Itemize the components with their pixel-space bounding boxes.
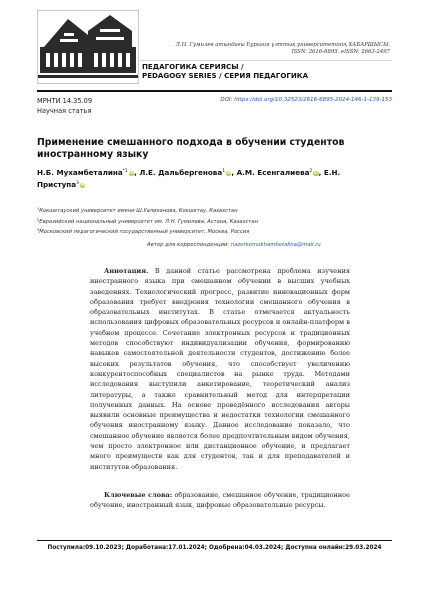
affiliation-item (37, 205, 392, 216)
abstract (90, 266, 350, 472)
affiliation-text: Евразийский национальный университет им. Л.Н. Гумилева, Астана, Казахстан (39, 218, 258, 225)
author-list (37, 166, 377, 190)
orcid-icon[interactable]: iD (313, 171, 319, 175)
header-divider (37, 90, 392, 92)
author-affiliation-mark: 3 (76, 181, 79, 186)
article-meta (37, 97, 92, 116)
series-line-1: ПЕДАГОГИКА СЕРИЯСЫ / (142, 62, 244, 71)
received-date: 09.10.2023 (85, 545, 122, 551)
series-line-2: PEDAGOGY SERIES / СЕРИЯ ПЕДАГОГИКА (142, 71, 309, 81)
author-separator: , (231, 168, 237, 177)
keywords-label: Ключевые слова: (104, 491, 173, 499)
available-label: Доступна онлайн: (285, 545, 346, 551)
article-dates: Поступила:09.10.2023; Доработана:17.01.2024; Одобрена:04.03.2024; Доступна онлайн:29.03.2024 (47, 545, 382, 551)
received-label: Поступила: (47, 545, 86, 551)
affiliation-item (37, 216, 392, 227)
journal-info (172, 42, 390, 57)
university-logo (37, 10, 139, 84)
orcid-icon[interactable]: iD (226, 171, 231, 175)
footer-divider (37, 540, 392, 541)
corresponding-author (147, 242, 321, 248)
author-separator: , (134, 168, 140, 177)
series-title (142, 62, 308, 81)
abstract-text: В данной статье рассмотрена проблема изучения иностранного языка при смешанном обучении в высших учебных заведениях. Технологический прогресс, развитие инновационных форм образования требует внедрения технологии смешанного обучения в образовательных институтах. В статье отмечается актуальность использования цифровых образовательных ресурсов и онлайн-платформ в учебном процессе. Сочетание электронных ресурсов и традиционных методов способствуют индивидуализации обучения, формированию навыков самостоятельной деятельности студентов, достижению более высоких результатов обучения, что способствует увеличению конкурентоспособных специалистов на рынке труда. Методами исследования выступили анкетирование, теоретический анализ литературы, а также сравнительный метод для интерпретации полученных данных. На основе проведённого исследования авторы выявили основные преимущества и недостатки технологии смешанного обучения иностранному языку. Данное исследование показало, что смешанное обучение является более предпочтительным видом обучения, чем просто электронное или дистанционное обучение, и предлагает много преимуществ как для студентов, так и для преподавателей и институтов образования. (90, 267, 350, 471)
affiliation-text: Кокшетауский университет имени Ш.Уалиханова, Кокшетау, Казахстан (39, 208, 238, 214)
corresponding-email[interactable]: nazerkemukhambetalina@mail.ru (230, 242, 321, 248)
orcid-icon[interactable]: iD (80, 183, 85, 187)
keywords (90, 490, 350, 511)
doi-label: DOI: (220, 97, 233, 103)
article-title: Применение смешанного подхода в обучении студентов иностранному языку (37, 137, 345, 161)
approved-label: Одобрена: (208, 545, 245, 551)
university-name: Л.Н. Гумилев атындағы Еуразия ұлттық университетінің ХАБАРШЫСЫ. (175, 42, 390, 48)
revised-label: Доработана: (125, 545, 169, 551)
author-name: Л.Е. Дальбергенова (139, 168, 223, 177)
author-affiliation-mark: 1 (222, 169, 225, 174)
doi (185, 97, 392, 103)
abstract-label: Аннотация. (104, 267, 149, 275)
affiliation-mark: 3 (37, 228, 40, 233)
revised-date: 17.01.2024 (168, 545, 205, 551)
doi-link[interactable]: https://doi.org/10.32523/2616-6895-2024-146-1-139-153 (234, 97, 392, 103)
corresponding-label: Автор для корреспонденции: (147, 242, 230, 248)
author-name: А.М. Есенгалиева (236, 168, 310, 177)
available-date: 29.03.2024 (345, 545, 382, 551)
author-separator: , (318, 168, 324, 177)
issn: ISSN: 2616-6895. eISSN: 2663-2497 (291, 49, 390, 56)
mrnti-code: МРНТИ 14.35.09 (37, 97, 93, 105)
author-affiliation-mark: 2 (309, 169, 313, 174)
affiliation-mark: 1 (37, 207, 40, 211)
affiliation-mark: 2 (37, 217, 40, 222)
keywords-text: образование, смешанное обучение, традиционное обучение, иностранный язык, цифровые образовательные ресурсы. (90, 491, 350, 510)
affiliation-text: Московский педагогический государственный университет, Москва, Россия (39, 229, 250, 236)
author-name: Н.Б. Мухамбеталина (37, 168, 123, 177)
affiliations (37, 205, 392, 237)
article-type: Научная статья (37, 106, 92, 115)
orcid-icon[interactable]: iD (129, 171, 134, 175)
approved-date: 04.03.2024 (244, 545, 282, 551)
author-affiliation-mark: *1 (122, 169, 128, 174)
affiliation-item (37, 226, 392, 237)
author-name: Е.Н. Приступа (37, 168, 341, 189)
